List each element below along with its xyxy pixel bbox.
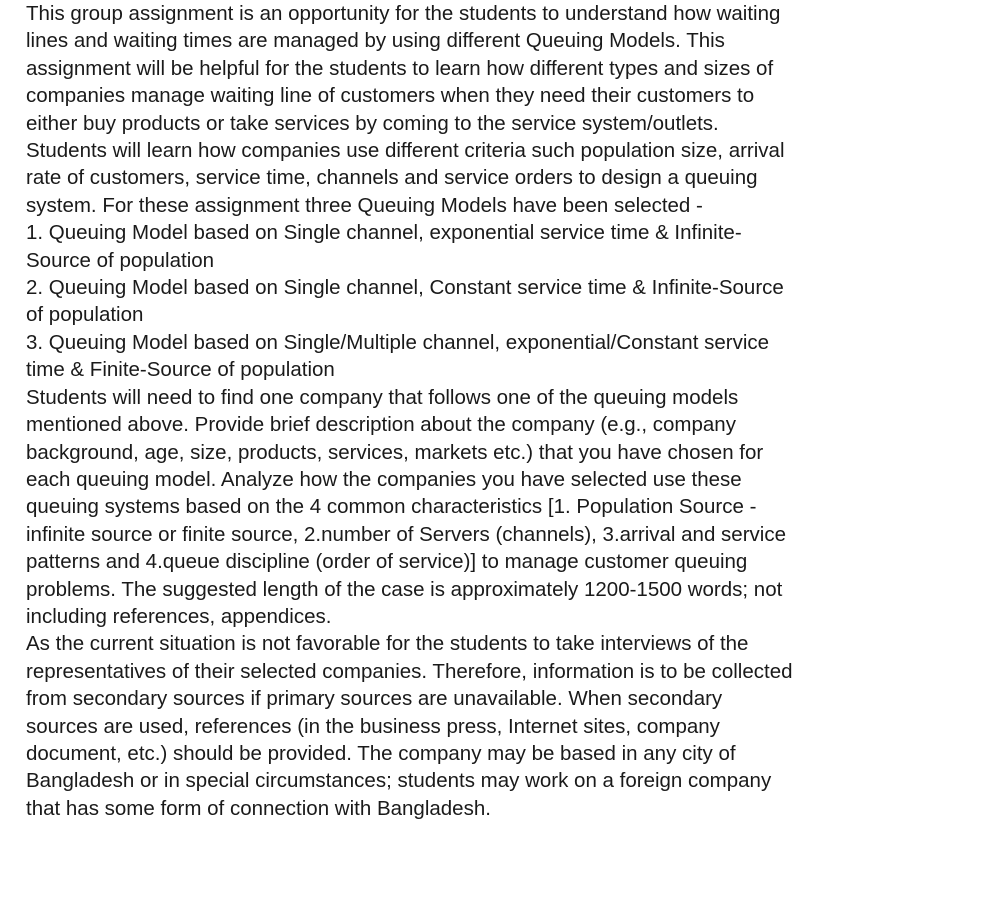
text-line: queuing systems based on the 4 common characteristics [1. Population Source - xyxy=(26,495,757,519)
text-line: problems. The suggested length of the case is approximately 1200-1500 words; not xyxy=(26,577,783,601)
text-line: rate of customers, service time, channels and service orders to design a queuing xyxy=(26,166,758,190)
list-item-model-1-cont: Source of population xyxy=(26,248,215,272)
text-line: mentioned above. Provide brief description about the company (e.g., company xyxy=(26,413,736,437)
text-line: representatives of their selected companies. Therefore, information is to be collected xyxy=(26,659,793,683)
text-line: document, etc.) should be provided. The company may be based in any city of xyxy=(26,741,736,765)
text-line: companies manage waiting line of customers when they need their customers to xyxy=(26,84,755,108)
text-line: including references, appendices. xyxy=(26,604,332,628)
text-line: system. For these assignment three Queuing Models have been selected - xyxy=(26,193,703,217)
text-line: sources are used, references (in the business press, Internet sites, company xyxy=(26,714,720,738)
text-line: lines and waiting times are managed by using different Queuing Models. This xyxy=(26,29,725,53)
text-line: that has some form of connection with Bangladesh. xyxy=(26,796,491,820)
text-line: assignment will be helpful for the students to learn how different types and sizes of xyxy=(26,56,774,80)
list-item-model-1: 1. Queuing Model based on Single channel, exponential service time & Infinite- xyxy=(26,221,742,245)
text-line: Students will learn how companies use different criteria such population size, arrival xyxy=(26,139,785,163)
text-line: As the current situation is not favorable for the students to take interviews of the xyxy=(26,632,749,656)
text-line: background, age, size, products, services, markets etc.) that you have chosen for xyxy=(26,440,764,464)
text-line: from secondary sources if primary sources are unavailable. When secondary xyxy=(26,687,723,711)
text-line: patterns and 4.queue discipline (order of service)] to manage customer queuing xyxy=(26,550,748,574)
list-item-model-3-cont: time & Finite-Source of population xyxy=(26,358,335,382)
text-line: infinite source or finite source, 2.number of Servers (channels), 3.arrival and service xyxy=(26,522,786,546)
list-item-model-2: 2. Queuing Model based on Single channel, Constant service time & Infinite-Source xyxy=(26,276,784,300)
text-line: Bangladesh or in special circumstances; students may work on a foreign company xyxy=(26,769,772,793)
text-line: each queuing model. Analyze how the companies you have selected use these xyxy=(26,467,742,491)
list-item-model-2-cont: of population xyxy=(26,303,144,327)
text-line: either buy products or take services by coming to the service system/outlets. xyxy=(26,111,719,135)
list-item-model-3: 3. Queuing Model based on Single/Multiple channel, exponential/Constant service xyxy=(26,330,770,354)
text-line: Students will need to find one company that follows one of the queuing models xyxy=(26,385,739,409)
text-line: This group assignment is an opportunity for the students to understand how waiting xyxy=(26,2,781,25)
